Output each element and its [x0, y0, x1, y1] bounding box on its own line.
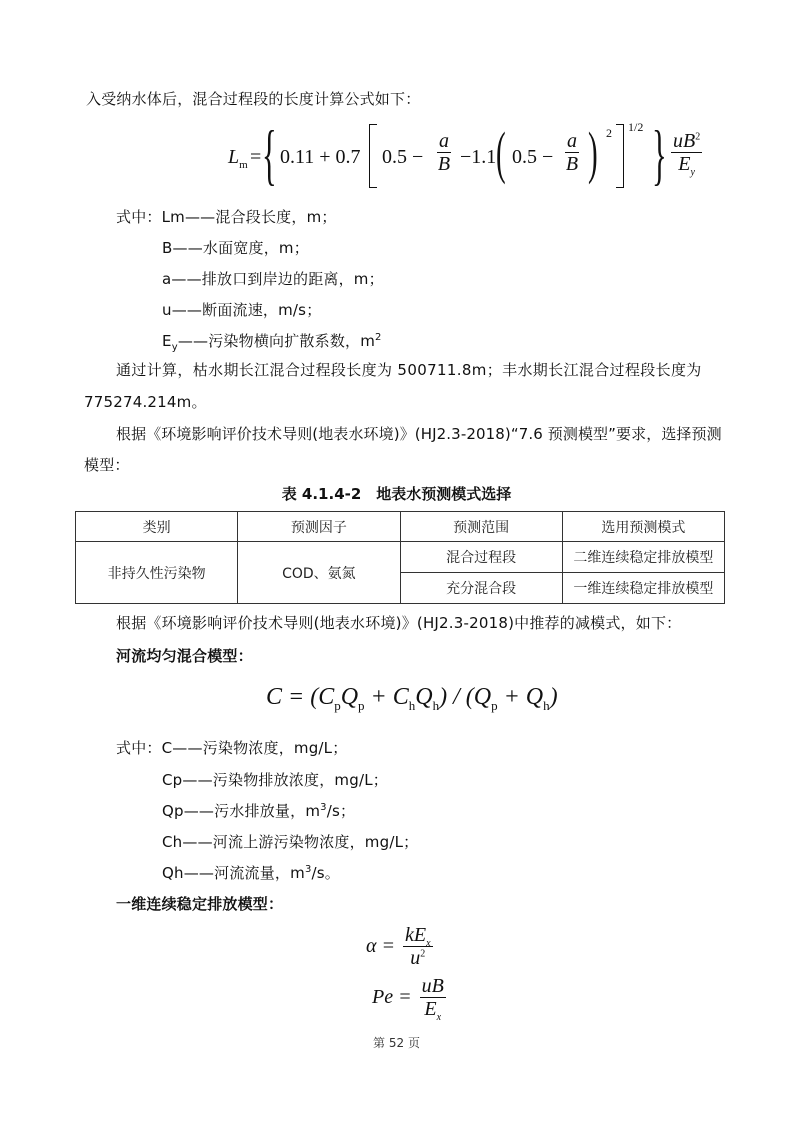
- cell-model: 一维连续稳定排放模型: [562, 573, 724, 604]
- left-bracket: [369, 124, 377, 188]
- header-model: 选用预测模式: [562, 512, 724, 542]
- header-factor: 预测因子: [238, 512, 400, 542]
- prediction-model-table: [75, 511, 725, 604]
- definition-u: u——断面流速，m/s；: [162, 301, 322, 319]
- right-paren: ): [588, 120, 598, 185]
- definition-c: 式中：C——污染物浓度，mg/L；: [116, 739, 348, 757]
- definition-lm: 式中：Lm——混合段长度，m；: [116, 208, 337, 226]
- definition-qp: Qp——污水排放量，$m^3/s$；: [162, 802, 356, 820]
- page-number: 52: [388, 1036, 405, 1050]
- formula-alpha: α = $\frac{kE_x}{u^2}$: [366, 924, 431, 969]
- table-row: [76, 542, 725, 573]
- formula-c2: 0.5 −: [382, 146, 424, 168]
- definition-b: B——水面宽度，m；: [162, 239, 309, 257]
- formula-eq: =: [250, 146, 262, 168]
- right-brace: }: [652, 116, 667, 192]
- right-bracket: [616, 124, 624, 188]
- fraction-a-b-2: $\frac{a}{B}$: [565, 130, 579, 175]
- cell-factor: COD、氨氮: [238, 542, 400, 604]
- definition-qh: Qh——河流流量，$m^3/s$。: [162, 864, 340, 882]
- formula-uniform-mixing: $C = (C_pQ_p + C_hQ_h) / (Q_p + Q_h)$: [266, 684, 558, 713]
- half-exp: 1/2: [628, 120, 644, 134]
- definition-cp: Cp——污染物排放浓度，mg/L；: [162, 771, 388, 789]
- table-caption: 表 4.1.4-2 地表水预测模式选择: [281, 485, 512, 503]
- left-paren: (: [496, 120, 506, 185]
- calc-paragraph-line1: 通过计算，枯水期长江混合过程段长度为 500711.8m；丰水期长江混合过程段长度为: [116, 361, 702, 379]
- select-paragraph-line1: 根据《环境影响评价技术导则(地表水环境)》(HJ2.3-2018)“7.6 预测模型”要求，选择预测: [116, 425, 722, 443]
- formula-lhs: $L_m$: [228, 146, 248, 171]
- header-category: 类别: [76, 512, 238, 542]
- formula-c1: 0.11 + 0.7: [280, 146, 361, 168]
- cell-category: 非持久性污染物: [76, 542, 238, 604]
- uniform-mixing-heading: 河流均匀混合模型：: [116, 647, 253, 665]
- formula-c4: 0.5 −: [512, 146, 554, 168]
- fraction-ub-ey: $\frac{uB^2}{E_y}$: [673, 130, 701, 178]
- header-range: 预测范围: [400, 512, 562, 542]
- definition-ch: Ch——河流上游污染物浓度，mg/L；: [162, 833, 419, 851]
- select-paragraph-line2: 模型：: [84, 456, 130, 474]
- fraction-a-b: $\frac{a}{B}$: [437, 130, 451, 175]
- page-footer: 第 52 页: [373, 1036, 420, 1050]
- definition-ey: $E_y——$污染物横向扩散系数，$m^2$: [162, 332, 382, 353]
- calc-paragraph-line2: 775274.214m。: [84, 393, 207, 411]
- cell-range: 混合过程段: [400, 542, 562, 573]
- one-dim-heading: 一维连续稳定排放模型：: [116, 895, 284, 913]
- left-brace: {: [262, 116, 277, 192]
- recommend-paragraph: 根据《环境影响评价技术导则(地表水环境)》(HJ2.3-2018)中推荐的减模式，如下：: [116, 614, 682, 632]
- intro-text: 入受纳水体后，混合过程段的长度计算公式如下：: [86, 90, 421, 108]
- formula-c3: −1.1: [460, 146, 497, 168]
- definition-a: a——排放口到岸边的距离，m；: [162, 270, 384, 288]
- square-exp: 2: [606, 126, 612, 140]
- cell-range: 充分混合段: [400, 573, 562, 604]
- cell-model: 二维连续稳定排放模型: [562, 542, 724, 573]
- table-header-row: [76, 512, 725, 542]
- formula-peclet: Pe = $\frac{uB}{E_x}$: [372, 975, 444, 1023]
